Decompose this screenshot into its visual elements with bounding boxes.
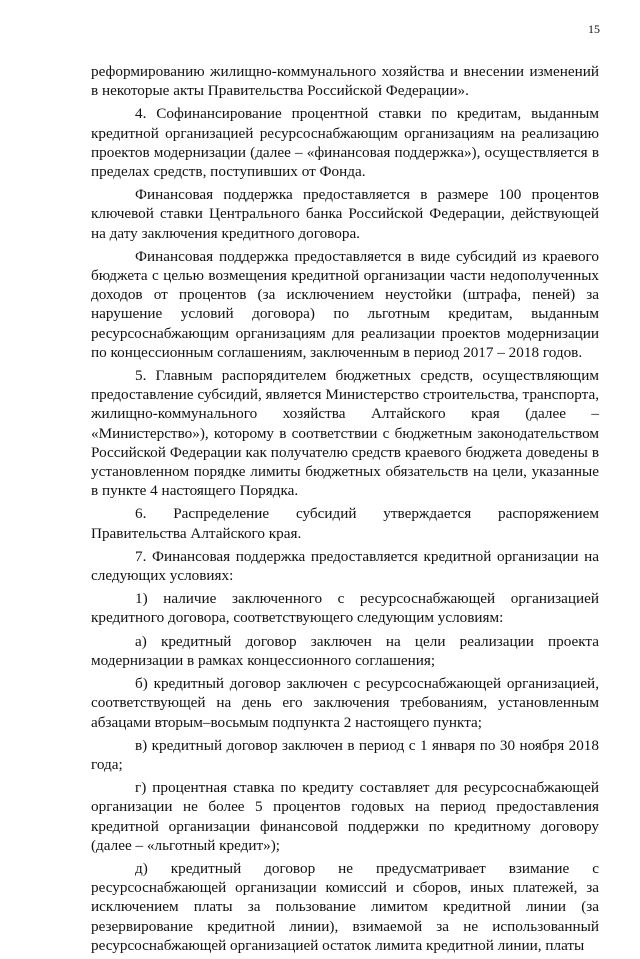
paragraph-subitem-v: в) кредитный договор заключен в период с 1 января по 30 ноября 2018 года;: [91, 736, 599, 773]
paragraph-subitem-1: 1) наличие заключенного с ресурсоснабжающей организацией кредитного договора, соответствующего следующим условиям:: [91, 590, 599, 627]
paragraph-item-4: 4. Софинансирование процентной ставки по кредитам, выданным кредитной организацией ресурсоснабжающим организациям на реализацию проектов модернизации (далее – «финансовая поддержка»), осуществляется в пределах средств, поступивших от Фонда.: [91, 105, 599, 181]
page-number: 15: [588, 22, 600, 36]
paragraph-subitem-d: д) кредитный договор не предусматривает взимание с ресурсоснабжающей организации комиссий и сборов, иных платежей, за исключением платы за пользование лимитом кредитной линии (за резервирование кредитной линии), взимаемой за не использованный ресурсоснабжающей организацией остаток лимита кредитной линии, платы: [91, 859, 599, 954]
paragraph-subitem-b: б) кредитный договор заключен с ресурсоснабжающей организацией, соответствующей на день его заключения требованиям, установленным абзацами вторым–восьмым подпункта 2 настоящего пункта;: [91, 675, 599, 731]
paragraph-subitem-g: г) процентная ставка по кредиту составляет для ресурсоснабжающей организации не более 5 процентов годовых на период предоставления кредитной организации финансовой поддержки по кредитному договору (далее – «льготный кредит»);: [91, 779, 599, 854]
paragraph-support-form: Финансовая поддержка предоставляется в виде субсидий из краевого бюджета с целью возмещения кредитной организации части недополученных доходов от процентов (за исключением неустойки (штрафа, пеней) за нарушение условий договора) по льготным кредитам, выданным ресурсоснабжающим организациям для реализации проектов модернизации по концессионным соглашениям, заключенным в период 2017 – 2018 годов.: [91, 247, 599, 361]
paragraph-item-5: 5. Главным распорядителем бюджетных средств, осуществляющим предоставление субсидий, является Министерство строительства, транспорта, жилищно-коммунального хозяйства Алтайского края (далее – «Министерство»), которому в соответствии с бюджетным законодательством Российской Федерации как получателю средств краевого бюджета доведены в установленном порядке лимиты бюджетных обязательств на цели, указанные в пункте 4 настоящего Порядка.: [91, 367, 599, 500]
paragraph-subitem-a: а) кредитный договор заключен на цели реализации проекта модернизации в рамках концессионного соглашения;: [91, 632, 599, 669]
paragraph-support-rate: Финансовая поддержка предоставляется в размере 100 процентов ключевой ставки Центрального банка Российской Федерации, действующей на дату заключения кредитного договора.: [91, 186, 599, 242]
document-body: [91, 62, 599, 959]
paragraph-continuation: реформированию жилищно-коммунального хозяйства и внесении изменений в некоторые акты Правительства Российской Федерации».: [91, 63, 599, 100]
paragraph-item-6: 6. Распределение субсидий утверждается распоряжением Правительства Алтайского края.: [91, 505, 599, 542]
paragraph-item-7: 7. Финансовая поддержка предоставляется кредитной организации на следующих условиях:: [91, 547, 599, 585]
